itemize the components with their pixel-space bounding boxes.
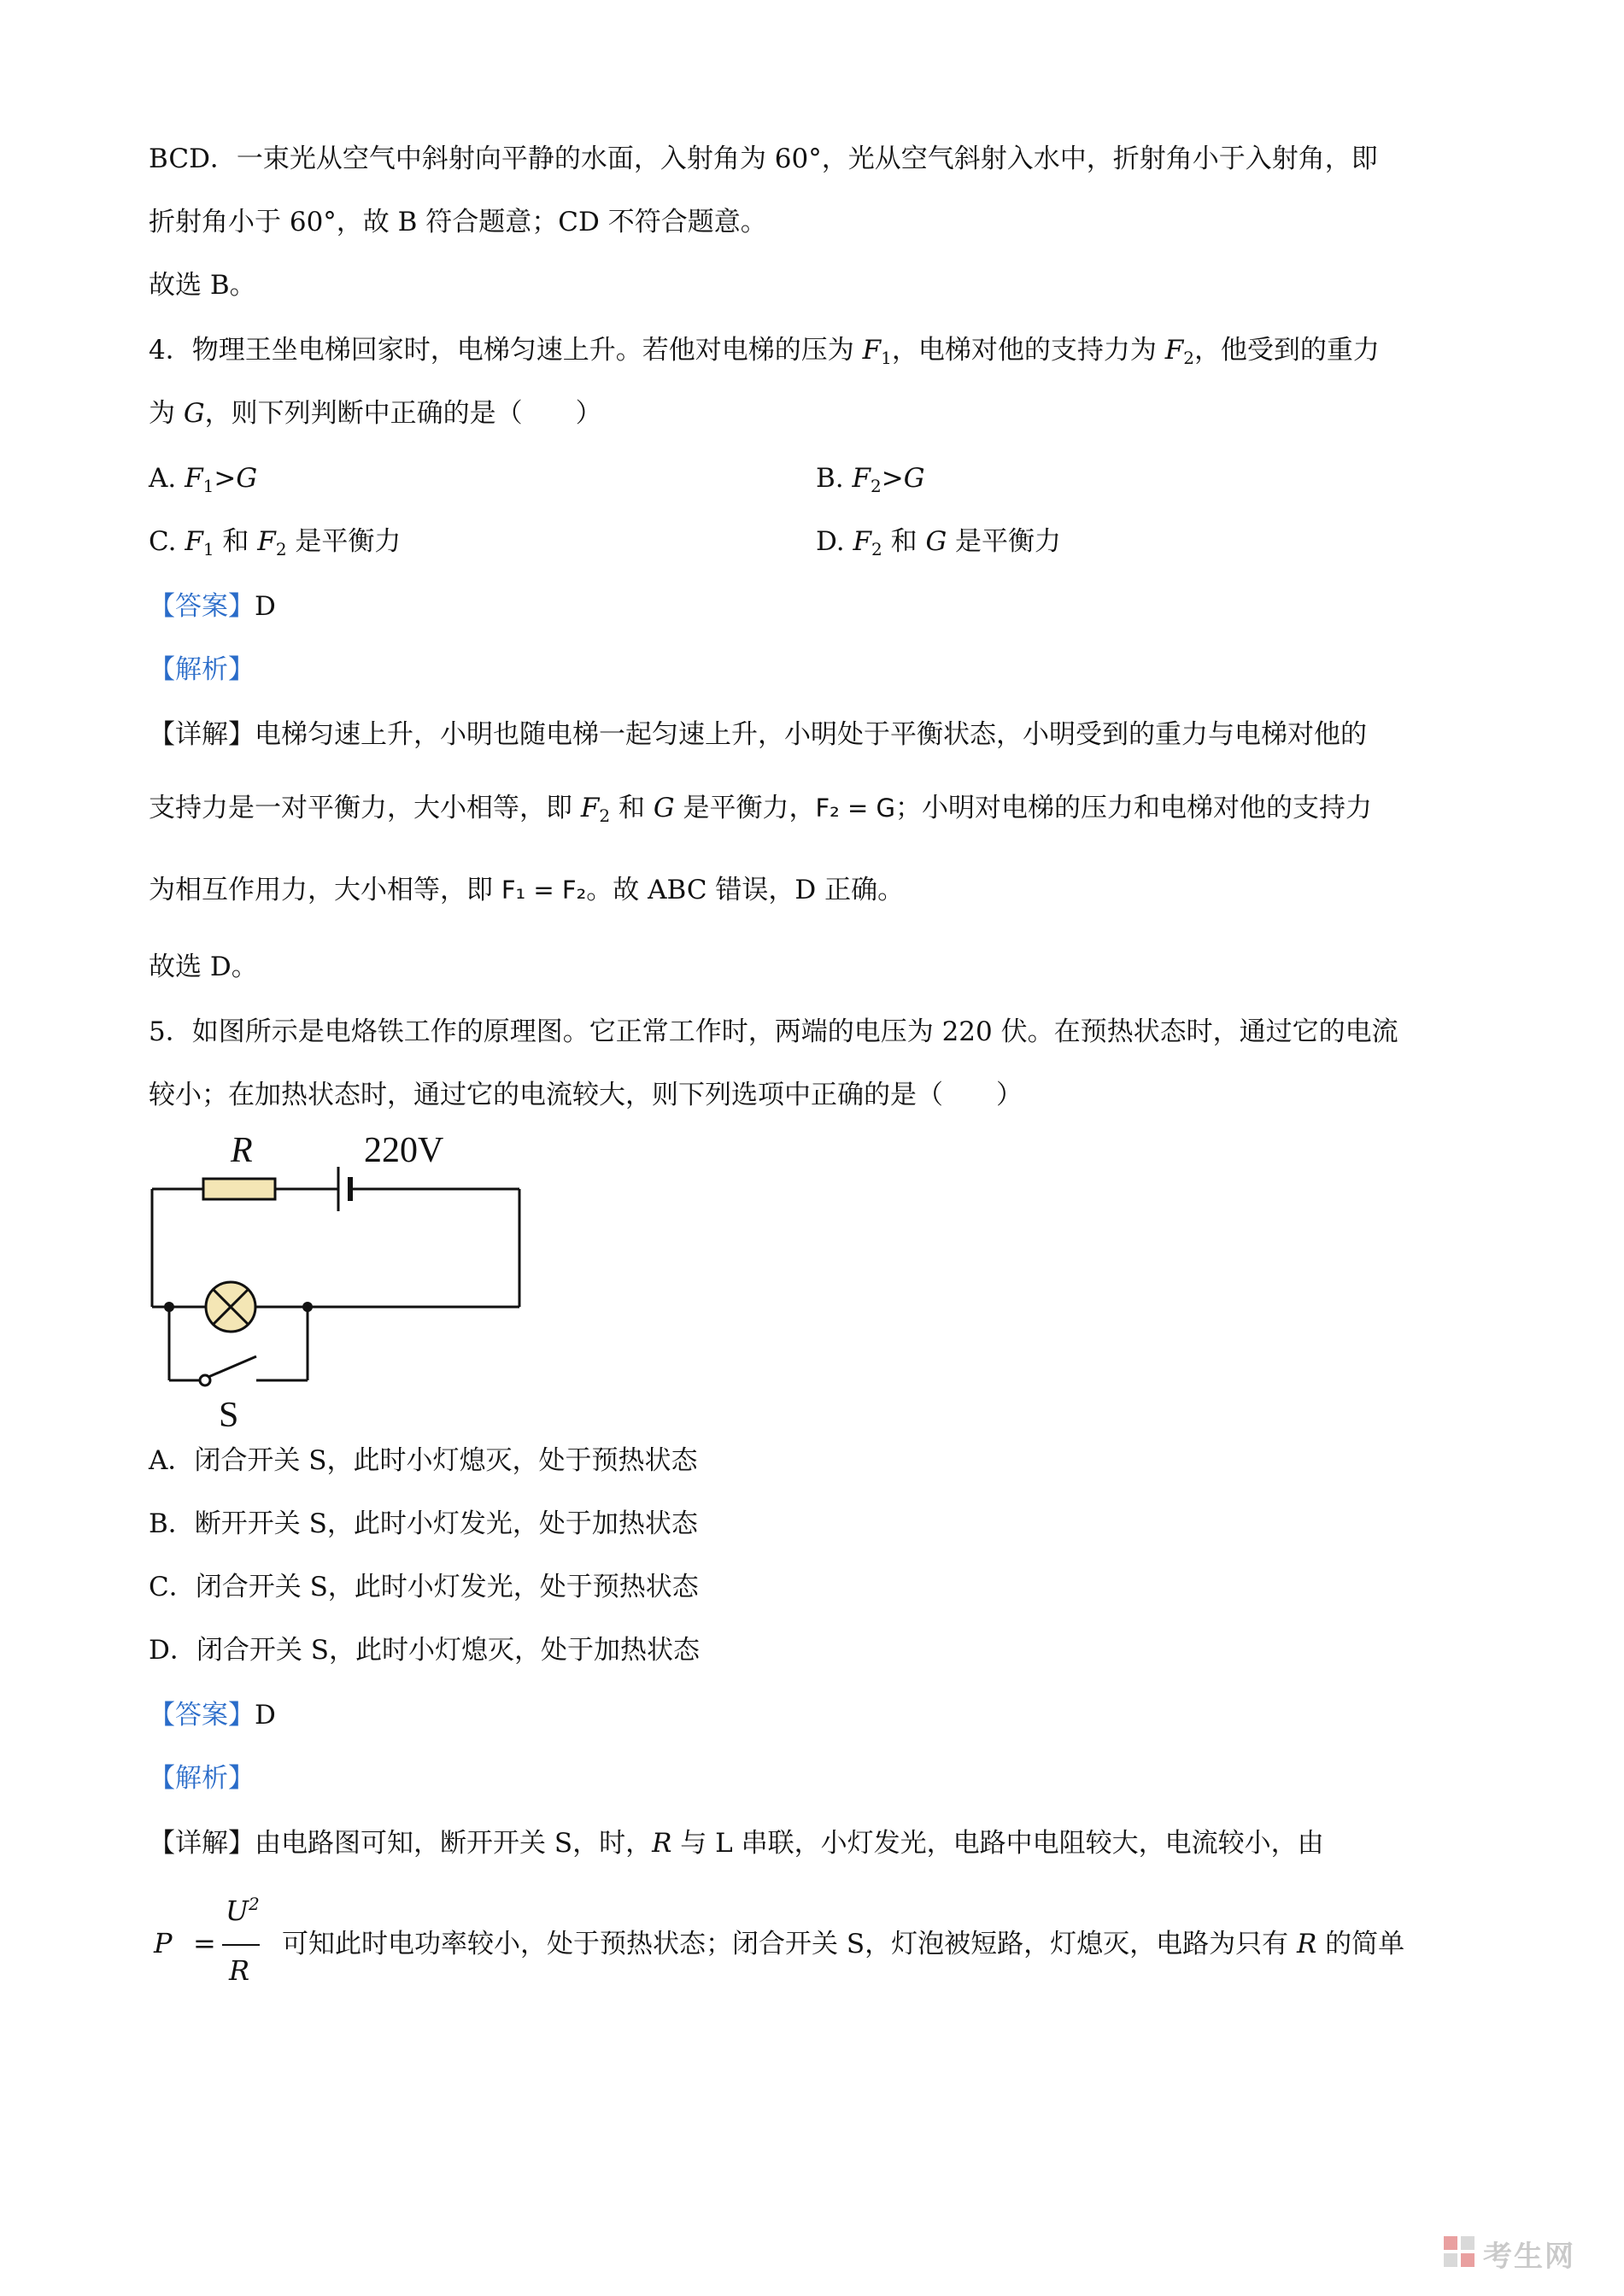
power-formula: P = $U^2$ R xyxy=(154,1894,260,1987)
text-line: 故选 D。 xyxy=(149,952,258,982)
lamp-icon xyxy=(206,1282,255,1332)
option-c: C．闭合开关 S，此时小灯发光，处于预热状态 xyxy=(149,1572,699,1602)
option-a: A. $F_1>G$ xyxy=(149,463,258,496)
question-5-line: 较小；在加热状态时，通过它的电流较大，则下列选项中正确的是（ ） xyxy=(149,1080,1023,1110)
detail-line: 可知此时电功率较小，处于预热状态；闭合开关 S，灯泡被短路，灯熄灭，电路为只有 R 的简单 xyxy=(282,1929,1405,1959)
analysis-tag: 【解析】 xyxy=(149,1763,255,1794)
fraction-bar xyxy=(222,1944,260,1946)
option-b: B．断开开关 S，此时小灯发光，处于加热状态 xyxy=(149,1508,698,1539)
answer-line: 【答案】D xyxy=(149,1700,276,1731)
option-b: B. $F_2>G$ xyxy=(816,463,925,496)
resistor xyxy=(203,1179,275,1199)
detail-line: 为相互作用力，大小相等，即 F₁ = F₂。故 ABC 错误，D 正确。 xyxy=(149,875,905,905)
resistor-label: R xyxy=(231,1131,253,1170)
text-line: 故选 B。 xyxy=(149,270,256,301)
answer-tag: 【答案】 xyxy=(149,1700,255,1731)
formula-f1-eq-f2: F₁ = F₂ xyxy=(501,876,587,905)
junction-dot xyxy=(164,1302,174,1312)
detail-line: 【详解】由电路图可知，断开开关 S，时，R 与 L 串联，小灯发光，电路中电阻较大，电流较小，由 xyxy=(149,1828,1324,1859)
formula-f2-eq-g: F₂ = G xyxy=(815,794,895,823)
question-5-line: 5．如图所示是电烙铁工作的原理图。它正常工作时，两端的电压为 220 伏。在预热状态时，通过它的电流 xyxy=(149,1016,1398,1047)
answer-line: 【答案】D xyxy=(149,591,276,622)
option-d: D. $F_2$ 和 G 是平衡力 xyxy=(816,526,1062,559)
voltage-label: 220V xyxy=(364,1131,444,1170)
watermark-logo xyxy=(1442,2229,1604,2281)
circuit-wires xyxy=(152,1189,519,1380)
answer-tag: 【答案】 xyxy=(149,591,255,622)
option-d: D．闭合开关 S，此时小灯熄灭，处于加热状态 xyxy=(149,1635,700,1666)
detail-line: 支持力是一对平衡力，大小相等，即 $F_2$ 和 G 是平衡力，F₂ = G；小明对电梯的压力和电梯对他的支持力 xyxy=(149,793,1372,826)
detail-line: 【详解】电梯匀速上升，小明也随电梯一起匀速上升，小明处于平衡状态，小明受到的重力与电梯对他的 xyxy=(149,719,1367,750)
detail-tag: 【详解】 xyxy=(149,719,255,750)
analysis-line xyxy=(149,653,255,687)
switch-icon xyxy=(200,1356,256,1385)
question-4-line: 4．物理王坐电梯回家时，电梯匀速上升。若他对电梯的压为 $F_1$，电梯对他的支持力为 $F_2$，他受到的重力 xyxy=(149,335,1380,368)
logo-icon xyxy=(1442,2234,1476,2269)
option-a: A．闭合开关 S，此时小灯熄灭，处于预热状态 xyxy=(149,1445,698,1476)
switch-label: S xyxy=(219,1396,239,1435)
text-line: BCD．一束光从空气中斜射向平静的水面，入射角为 60°，光从空气斜射入水中，折射角小于入射角，即 xyxy=(149,144,1378,174)
analysis-line xyxy=(149,1761,255,1795)
junction-dot xyxy=(302,1302,313,1312)
analysis-tag: 【解析】 xyxy=(149,654,255,685)
watermark-text: 考生网 xyxy=(1483,2240,1575,2274)
option-c: C. $F_1$ 和 $F_2$ 是平衡力 xyxy=(149,526,402,559)
question-4-line: 为 G，则下列判断中正确的是（ ） xyxy=(149,398,602,429)
text-line: 折射角小于 60°，故 B 符合题意；CD 不符合题意。 xyxy=(149,207,767,237)
circuit-diagram xyxy=(137,1128,530,1435)
detail-tag: 【详解】 xyxy=(149,1828,255,1859)
